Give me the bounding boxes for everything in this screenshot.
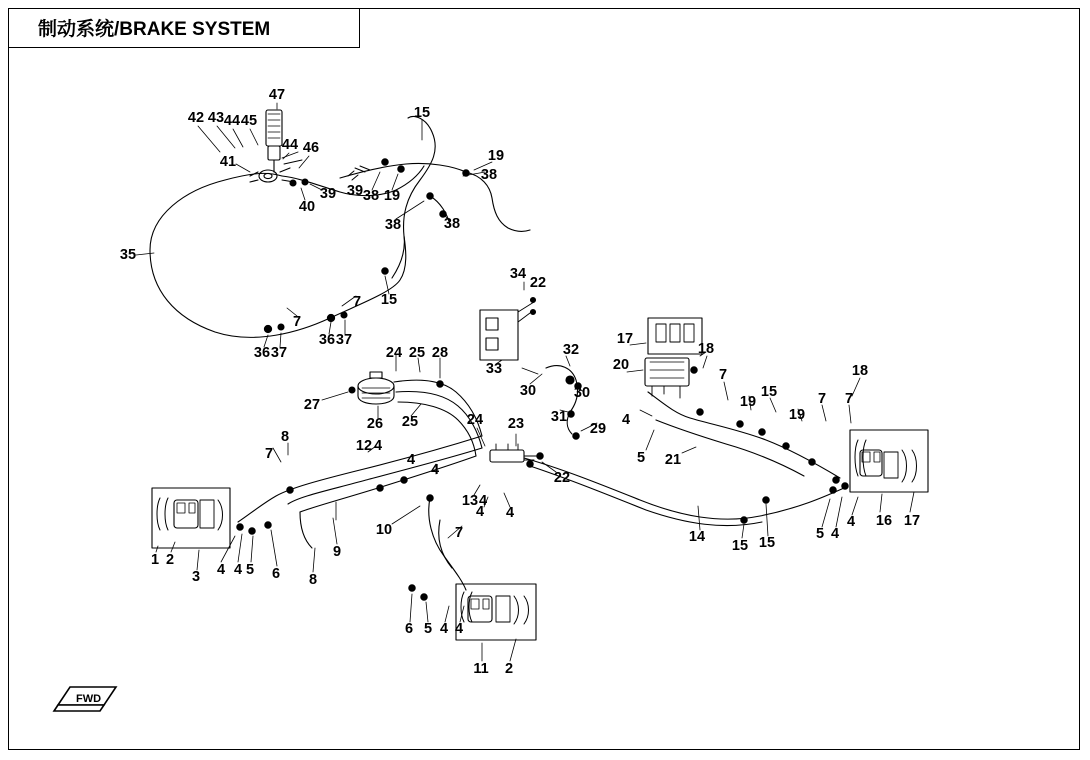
fwd-label: FWD xyxy=(76,693,102,705)
callout-number: 4 xyxy=(430,461,440,478)
callout-number: 4 xyxy=(406,451,416,468)
callout-number: 33 xyxy=(485,360,503,377)
callout-number: 24 xyxy=(466,411,484,428)
callout-number: 14 xyxy=(688,528,706,545)
callout-number: 16 xyxy=(875,512,893,529)
callout-number: 45 xyxy=(240,112,258,129)
callout-number: 42 xyxy=(187,109,205,126)
callout-number: 40 xyxy=(298,198,316,215)
callout-number: 22 xyxy=(529,274,547,291)
callout-number: 29 xyxy=(589,420,607,437)
callout-number: 36 xyxy=(318,331,336,348)
callout-number: 4 xyxy=(621,411,631,428)
callout-number: 35 xyxy=(119,246,137,263)
callout-number: 7 xyxy=(264,445,274,462)
callout-number: 17 xyxy=(903,512,921,529)
page-title: 制动系统/BRAKE SYSTEM xyxy=(38,19,271,40)
callout-number: 4 xyxy=(439,620,449,637)
callout-number: 15 xyxy=(758,534,776,551)
callout-number: 6 xyxy=(271,565,281,582)
callout-number: 47 xyxy=(268,86,286,103)
callout-number: 8 xyxy=(280,428,290,445)
callout-number: 7 xyxy=(817,390,827,407)
callout-number: 15 xyxy=(731,537,749,554)
callout-number: 32 xyxy=(562,341,580,358)
callout-number: 7 xyxy=(352,293,362,310)
callout-number: 15 xyxy=(760,383,778,400)
callout-number: 4 xyxy=(830,525,840,542)
callout-number: 4 xyxy=(478,492,488,509)
callout-number: 30 xyxy=(519,382,537,399)
callout-number: 44 xyxy=(281,136,299,153)
callout-number: 4 xyxy=(846,513,856,530)
callout-number: 28 xyxy=(431,344,449,361)
callout-number: 38 xyxy=(443,215,461,232)
callout-number: 7 xyxy=(718,366,728,383)
callout-number: 4 xyxy=(373,437,383,454)
callout-number: 13 xyxy=(461,492,479,509)
callout-number: 5 xyxy=(423,620,433,637)
callout-number: 8 xyxy=(308,571,318,588)
callout-number: 4 xyxy=(475,503,485,520)
callout-number: 7 xyxy=(454,524,464,541)
callout-number: 7 xyxy=(844,390,854,407)
fwd-direction-badge xyxy=(50,675,122,717)
callout-number: 18 xyxy=(697,340,715,357)
callout-number: 30 xyxy=(573,384,591,401)
callout-number: 22 xyxy=(553,469,571,486)
callout-number: 17 xyxy=(616,330,634,347)
callout-number: 7 xyxy=(292,313,302,330)
callout-number: 39 xyxy=(319,185,337,202)
callout-number: 5 xyxy=(815,525,825,542)
callout-number: 44 xyxy=(223,112,241,129)
callout-number: 4 xyxy=(233,561,243,578)
callout-number: 19 xyxy=(788,406,806,423)
callout-number: 4 xyxy=(216,561,226,578)
callout-number: 34 xyxy=(509,265,527,282)
callout-number: 25 xyxy=(401,413,419,430)
callout-number: 25 xyxy=(408,344,426,361)
callout-number: 2 xyxy=(504,660,514,677)
callout-number: 43 xyxy=(207,109,225,126)
callout-number: 26 xyxy=(366,415,384,432)
callout-number: 39 xyxy=(346,182,364,199)
callout-number: 27 xyxy=(303,396,321,413)
callout-number: 15 xyxy=(413,104,431,121)
callout-number: 5 xyxy=(245,561,255,578)
callout-number: 4 xyxy=(505,504,515,521)
callout-number: 12 xyxy=(355,437,373,454)
callout-number: 46 xyxy=(302,139,320,156)
callout-number: 36 xyxy=(253,344,271,361)
callout-number: 5 xyxy=(636,449,646,466)
callout-number: 24 xyxy=(385,344,403,361)
callout-number: 20 xyxy=(612,356,630,373)
callout-number: 38 xyxy=(384,216,402,233)
callout-number: 19 xyxy=(739,393,757,410)
callout-number: 38 xyxy=(362,187,380,204)
callout-number: 10 xyxy=(375,521,393,538)
callout-number: 9 xyxy=(332,543,342,560)
callout-number: 31 xyxy=(550,408,568,425)
callout-number: 11 xyxy=(473,660,489,677)
callout-number: 19 xyxy=(487,147,505,164)
callout-number: 6 xyxy=(404,620,414,637)
callout-number: 1 xyxy=(150,551,160,568)
callout-number: 2 xyxy=(165,551,175,568)
callout-number: 18 xyxy=(851,362,869,379)
callout-number: 37 xyxy=(335,331,353,348)
callout-number: 23 xyxy=(507,415,525,432)
callout-number: 21 xyxy=(664,451,682,468)
callout-number: 15 xyxy=(380,291,398,308)
callout-number: 37 xyxy=(270,344,288,361)
callout-number: 41 xyxy=(219,153,237,170)
callout-number: 19 xyxy=(383,187,401,204)
callout-number: 38 xyxy=(480,166,498,183)
callout-number: 3 xyxy=(191,568,201,585)
callout-number: 4 xyxy=(454,620,464,637)
